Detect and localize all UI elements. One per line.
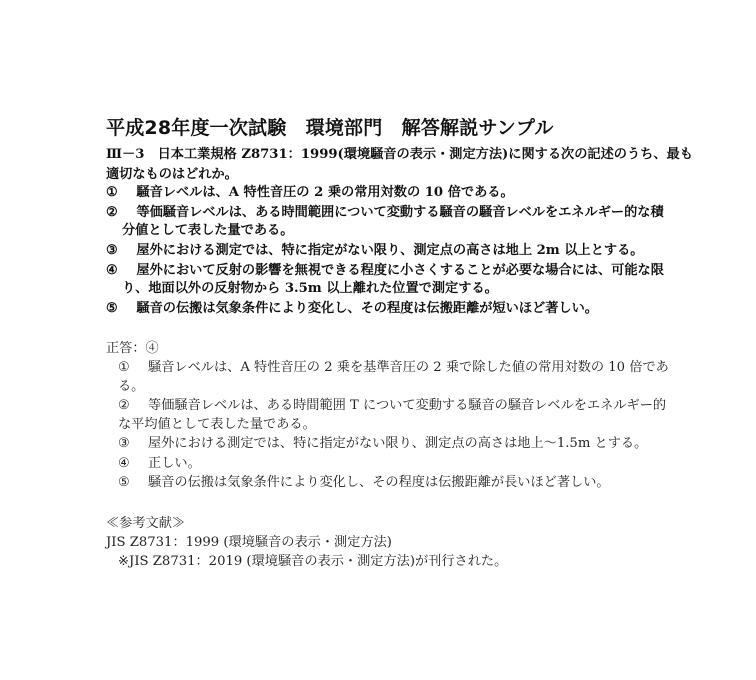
answer-label: 正答：④ — [106, 341, 159, 356]
option-number: ③ — [106, 243, 118, 258]
option-number: ② — [106, 205, 118, 220]
answer-item-4 — [118, 455, 201, 473]
option-text: 等価騒音レベルは、ある時間範囲について変動する騒音の騒音レベルをエネルギー的な積 — [136, 205, 664, 220]
option-text: 騒音の伝搬は気象条件により変化し、その程度は伝搬距離が短いほど著しい。 — [136, 301, 598, 316]
answer-item-2 — [118, 397, 666, 415]
option-number: ⑤ — [106, 301, 118, 316]
answer-number: ⑤ — [118, 475, 130, 490]
answer-number: ③ — [118, 436, 130, 451]
option-text: 屋外における測定では、特に指定がない限り、測定点の高さは地上 2m 以上とする。 — [136, 243, 644, 258]
answer-item-3 — [118, 435, 647, 453]
answer-number: ① — [118, 360, 130, 375]
option-number: ① — [106, 185, 118, 200]
answer-text: 騒音レベルは、A 特性音圧の 2 乗を基準音圧の 2 乗で除した値の常用対数の 10 倍であ — [148, 360, 669, 375]
question-stem: Ⅲ－3 日本工業規格 Z8731：1999(環境騒音の表示・測定方法)に関する次の記述のうち、最も — [106, 147, 693, 162]
answer-text: 等価騒音レベルは、ある時間範囲 T について変動する騒音の騒音レベルをエネルギー的 — [148, 398, 667, 413]
answer-item-2-cont: な平均値として表した量である。 — [118, 417, 316, 432]
answer-item-5 — [118, 474, 610, 492]
answer-text: 正しい。 — [148, 456, 201, 471]
question-stem-cont: 適切なものはどれか。 — [106, 167, 238, 182]
answer-number: ④ — [118, 456, 130, 471]
option-2 — [106, 204, 664, 222]
option-4 — [106, 262, 664, 280]
option-text: 屋外において反射の影響を無視できる程度に小さくすることが必要な場合には、可能な限 — [136, 263, 664, 278]
page-title: 平成28年度一次試験 環境部門 解答解説サンプル — [106, 117, 554, 139]
answer-item-1 — [118, 359, 669, 377]
references-heading: ≪参考文献≫ — [106, 516, 186, 531]
option-3 — [106, 242, 643, 260]
answer-text: 屋外における測定では、特に指定がない限り、測定点の高さは地上～1.5m とする。 — [148, 436, 648, 451]
reference-note: ※JIS Z8731：2019 (環境騒音の表示・測定方法)が刊行された。 — [118, 554, 508, 569]
option-number: ④ — [106, 263, 118, 278]
answer-text: 騒音の伝搬は気象条件により変化し、その程度は伝搬距離が長いほど著しい。 — [148, 475, 610, 490]
option-4-cont: り、地面以外の反射物から 3.5m 以上離れた位置で測定する。 — [122, 281, 498, 296]
option-5 — [106, 300, 598, 318]
option-text: 騒音レベルは、A 特性音圧の 2 乗の常用対数の 10 倍である。 — [136, 185, 514, 200]
answer-item-1-cont: る。 — [118, 379, 145, 394]
reference-item: JIS Z8731：1999 (環境騒音の表示・測定方法) — [106, 535, 392, 550]
option-1 — [106, 184, 514, 202]
answer-number: ② — [118, 398, 130, 413]
option-2-cont: 分値として表した量である。 — [122, 223, 294, 238]
